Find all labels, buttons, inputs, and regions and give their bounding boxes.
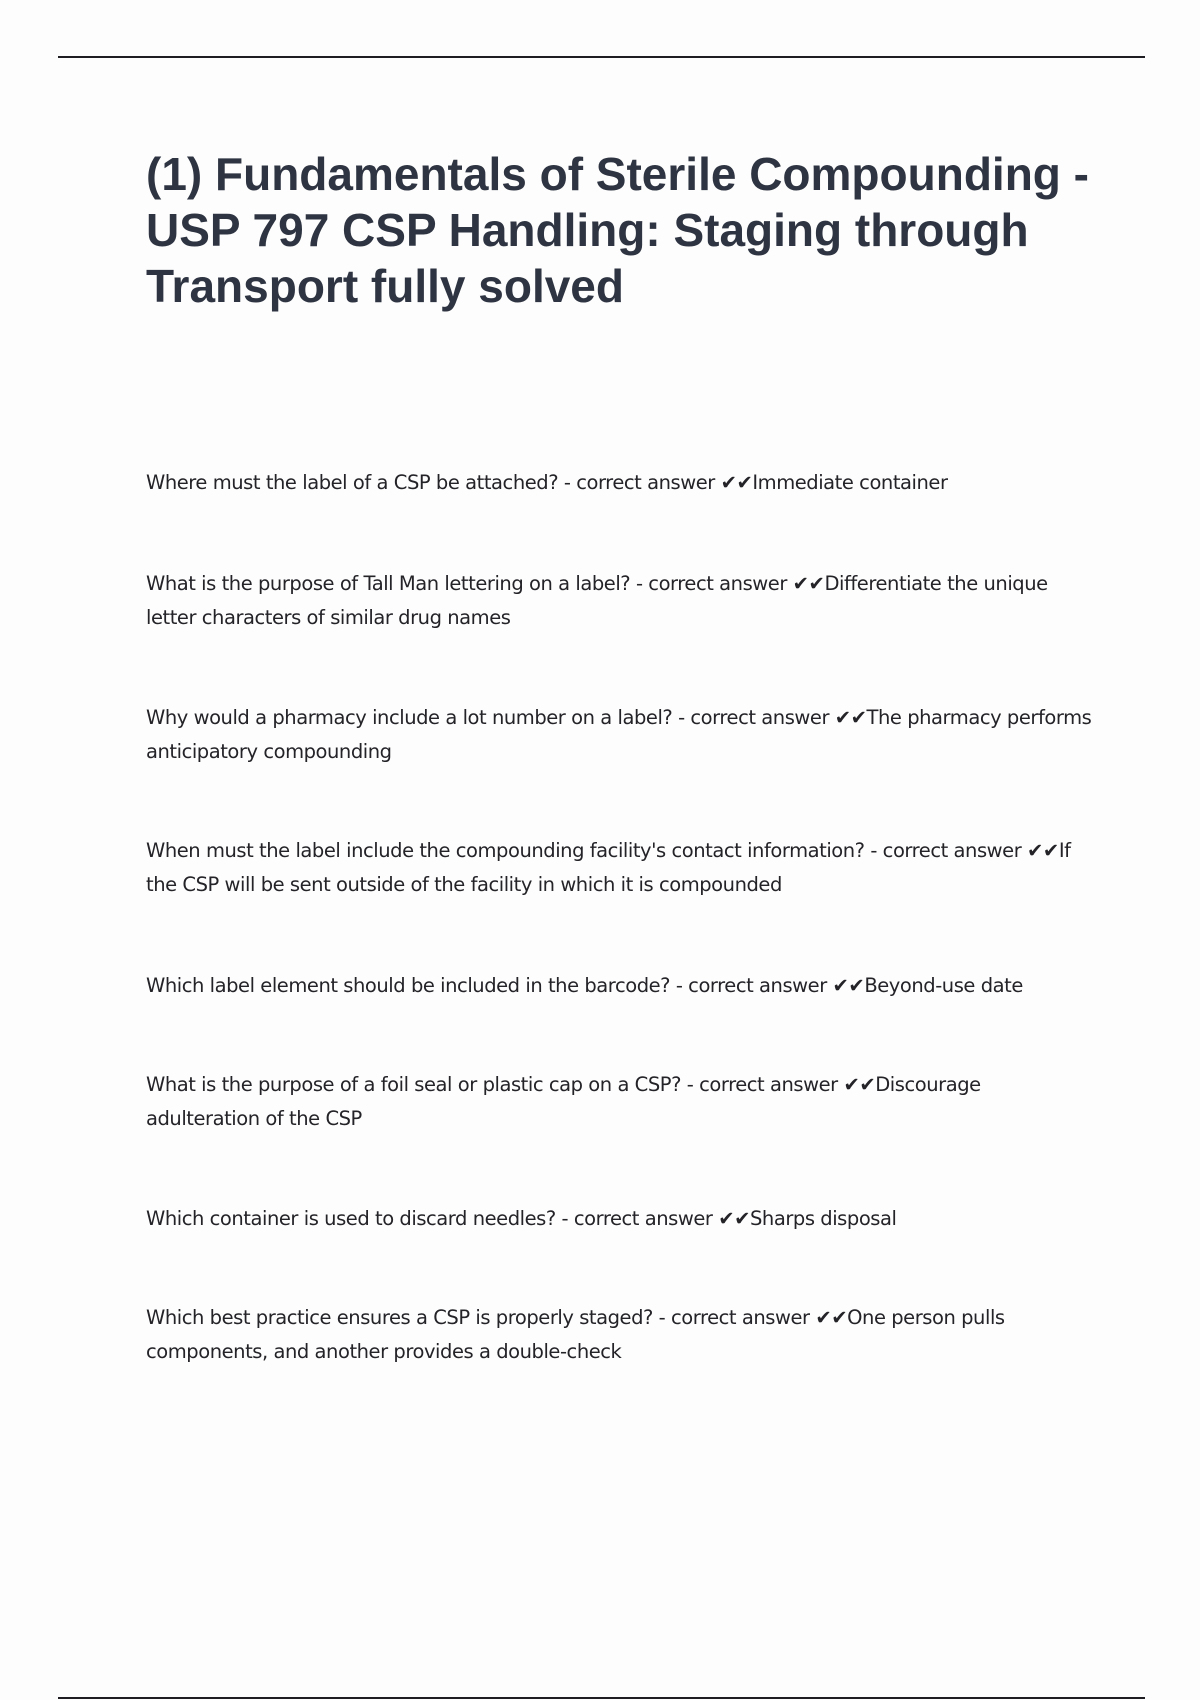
qa-item <box>146 1301 1096 1369</box>
double-check-icon: ✔✔ <box>718 1207 750 1230</box>
separator: - <box>561 1207 574 1230</box>
answer-label: correct answer <box>573 1207 713 1230</box>
qa-item <box>146 466 1096 500</box>
double-check-icon: ✔✔ <box>720 471 753 494</box>
question-text: Where must the label of a CSP be attached? <box>146 471 559 494</box>
double-check-icon: ✔✔ <box>832 974 865 997</box>
answer-text: One person pulls components, and another provides a double-check <box>146 1306 1005 1363</box>
question-text: What is the purpose of Tall Man lettering on a label? <box>146 572 631 595</box>
answer-text: Differentiate the unique letter characters of similar drug names <box>146 572 1048 629</box>
qa-item <box>146 834 1096 902</box>
answer-text: Discourage adulteration of the CSP <box>146 1073 981 1130</box>
separator: - <box>870 839 883 862</box>
qa-item <box>146 701 1096 769</box>
separator: - <box>563 471 577 494</box>
separator: - <box>678 706 691 729</box>
qa-item <box>146 1068 1096 1136</box>
answer-text: If the CSP will be sent outside of the facility in which it is compounded <box>146 839 1071 896</box>
separator: - <box>635 572 649 595</box>
header-rule <box>58 56 1145 58</box>
qa-item <box>146 567 1096 635</box>
separator: - <box>675 974 689 997</box>
footer-rule <box>58 1697 1145 1699</box>
answer-text: Beyond-use date <box>864 974 1023 997</box>
double-check-icon: ✔✔ <box>815 1306 848 1329</box>
question-text: Which container is used to discard needles? <box>146 1207 556 1230</box>
answer-text: The pharmacy performs anticipatory compounding <box>146 706 1092 763</box>
double-check-icon: ✔✔ <box>843 1073 876 1096</box>
double-check-icon: ✔✔ <box>1027 839 1059 862</box>
double-check-icon: ✔✔ <box>834 706 867 729</box>
document-title: (1) Fundamentals of Sterile Compounding - USP 797 CSP Handling: Staging through Transport fully solved <box>146 148 1089 312</box>
answer-label: correct answer <box>671 1306 810 1329</box>
answer-label: correct answer <box>690 706 830 729</box>
question-text: What is the purpose of a foil seal or plastic cap on a CSP? <box>146 1073 681 1096</box>
answer-label: correct answer <box>699 1073 838 1096</box>
answer-label: correct answer <box>688 974 827 997</box>
double-check-icon: ✔✔ <box>792 572 825 595</box>
question-text: Which label element should be included in the barcode? <box>146 974 671 997</box>
separator: - <box>658 1306 671 1329</box>
separator: - <box>686 1073 700 1096</box>
question-text: Which best practice ensures a CSP is properly staged? <box>146 1306 653 1329</box>
answer-label: correct answer <box>648 572 787 595</box>
question-text: Why would a pharmacy include a lot number on a label? <box>146 706 673 729</box>
answer-text: Sharps disposal <box>750 1207 897 1230</box>
answer-text: Immediate container <box>752 471 948 494</box>
qa-item <box>146 1202 1096 1236</box>
answer-label: correct answer <box>576 471 715 494</box>
document-header <box>146 146 1096 314</box>
question-text: When must the label include the compounding facility's contact information? <box>146 839 865 862</box>
answer-label: correct answer <box>882 839 1022 862</box>
qa-item <box>146 969 1096 1003</box>
